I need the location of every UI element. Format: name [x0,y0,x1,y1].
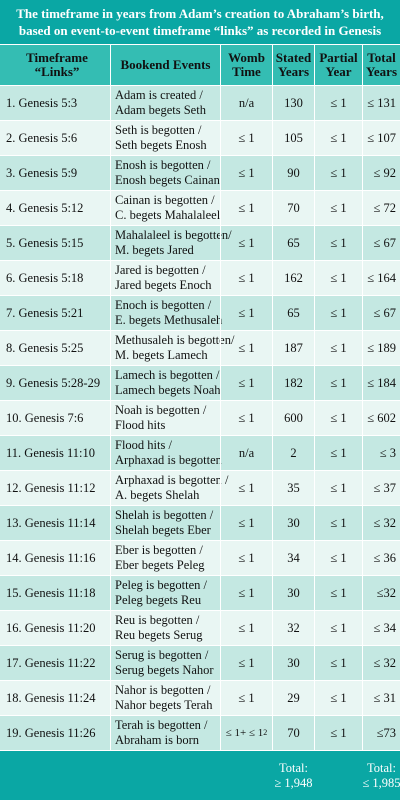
cell-total: ≤ 3 [362,436,400,470]
event-start: Seth is begotten / [115,123,202,137]
event-start: Arphaxad is begotten / [115,473,229,487]
womb-value: ≤ 1 [238,585,255,600]
event-end: Nahor begets Terah [115,698,213,712]
cell-stated: 90 [272,156,314,190]
table-row [0,436,400,471]
cell-stated: 187 [272,331,314,365]
cell-womb [220,156,272,190]
table-row [0,296,400,331]
events-stack [115,88,206,118]
womb-value: ≤ 1 [238,270,255,285]
cell-womb [220,366,272,400]
cell-total: ≤ 602 [362,401,400,435]
cell-partial: ≤ 1 [314,436,362,470]
cell-stated: 600 [272,401,314,435]
cell-womb [220,646,272,680]
cell-womb [220,86,272,120]
cell-total: ≤ 67 [362,296,400,330]
event-end: Abraham is born [115,733,200,747]
event-end: M. begets Jared [115,243,194,257]
event-end: M. begets Lamech [115,348,208,362]
cell-events [110,261,220,295]
cell-events [110,681,220,715]
cell-womb [220,296,272,330]
cell-total: ≤ 164 [362,261,400,295]
cell-partial: ≤ 1 [314,681,362,715]
cell-events [110,611,220,645]
cell-stated: 30 [272,506,314,540]
cell-stated: 30 [272,646,314,680]
cell-link: 9. Genesis 5:28-29 [6,375,101,390]
event-start: Nahor is begotten / [115,683,211,697]
header-womb: Womb Time [220,45,272,85]
event-end: Serug begets Nahor [115,663,214,677]
event-start: Peleg is begotten / [115,578,207,592]
cell-total: ≤ 131 [362,86,400,120]
womb-value: ≤ 1 [238,130,255,145]
cell-events [110,331,235,365]
cell-events [110,226,232,260]
cell-womb [220,506,272,540]
event-start: Noah is begotten / [115,403,207,417]
cell-total: ≤ 34 [362,611,400,645]
womb-value: ≤ 1 [238,305,255,320]
cell-total: ≤ 31 [362,681,400,715]
cell-partial: ≤ 1 [314,716,362,750]
table-row [0,611,400,646]
cell-events [110,471,229,505]
table-row [0,471,400,506]
table-row [0,86,400,121]
cell-link: 10. Genesis 7:6 [6,410,84,425]
cell-link: 6. Genesis 5:18 [6,270,84,285]
events-stack [115,368,221,398]
event-end: Peleg begets Reu [115,593,202,607]
cell-womb [220,331,272,365]
cell-link: 5. Genesis 5:15 [6,235,84,250]
cell-total: ≤ 32 [362,646,400,680]
table-row [0,646,400,681]
cell-partial: ≤ 1 [314,331,362,365]
events-stack [115,123,207,153]
table-row [0,541,400,576]
cell-total: ≤ 67 [362,226,400,260]
cell-total: ≤ 92 [362,156,400,190]
cell-stated: 30 [272,576,314,610]
cell-link: 13. Genesis 11:14 [6,515,96,530]
cell-link: 2. Genesis 5:6 [6,130,78,145]
cell-womb [220,471,272,505]
cell-events [110,506,220,540]
womb-value: ≤ 1 [238,655,255,670]
table-title [0,0,400,45]
womb-value: ≤ 1 [238,620,255,635]
cell-partial: ≤ 1 [314,86,362,120]
cell-events [110,121,220,155]
table-row [0,681,400,716]
table-row [0,121,400,156]
cell-partial: ≤ 1 [314,506,362,540]
cell-womb [220,191,272,225]
cell-total: ≤73 [362,716,400,750]
cell-link: 18. Genesis 11:24 [6,690,96,705]
event-start: Enoch is begotten / [115,298,212,312]
cell-stated: 29 [272,681,314,715]
event-start: Reu is begotten / [115,613,200,627]
cell-partial: ≤ 1 [314,471,362,505]
cell-partial: ≤ 1 [314,401,362,435]
event-start: Eber is begotten / [115,543,203,557]
events-stack [115,578,207,608]
cell-stated: 34 [272,541,314,575]
table-row [0,576,400,611]
cell-events [110,366,220,400]
cell-link: 1. Genesis 5:3 [6,95,78,110]
events-stack [115,543,205,573]
cell-total: ≤ 72 [362,191,400,225]
cell-partial: ≤ 1 [314,156,362,190]
event-start: Jared is begotten / [115,263,206,277]
cell-link: 16. Genesis 11:20 [6,620,96,635]
event-end: E. begets Methusaleh [115,313,223,327]
event-start: Enosh is begotten / [115,158,211,172]
cell-partial: ≤ 1 [314,121,362,155]
events-stack [115,193,220,223]
cell-womb [220,261,272,295]
event-end: Shelah begets Eber [115,523,211,537]
womb-value: ≤ 1 [238,375,255,390]
cell-stated: 162 [272,261,314,295]
cell-stated: 70 [272,716,314,750]
event-start: Methusaleh is begotten/ [115,333,235,347]
cell-events [110,541,220,575]
cell-events [110,296,223,330]
cell-total: ≤ 184 [362,366,400,400]
womb-value: n/a [238,445,255,460]
cell-stated: 105 [272,121,314,155]
table-row [0,156,400,191]
cell-partial: ≤ 1 [314,366,362,400]
events-stack [115,158,220,188]
cell-partial: ≤ 1 [314,576,362,610]
cell-stated: 130 [272,86,314,120]
stated-total-label: Total: [279,760,308,775]
cell-events [110,576,220,610]
grand-total-value: ≤ 1,985 [362,775,401,790]
table-row [0,366,400,401]
cell-stated: 70 [272,191,314,225]
cell-womb [220,401,272,435]
cell-link: 15. Genesis 11:18 [6,585,96,600]
header-events: Bookend Events [110,45,220,85]
cell-partial: ≤ 1 [314,541,362,575]
cell-total: ≤ 189 [362,331,400,365]
womb-value: ≤ 1 [238,165,255,180]
cell-total: ≤ 36 [362,541,400,575]
table-row [0,261,400,296]
cell-womb [220,436,272,470]
grand-total [362,751,400,800]
events-stack [115,438,222,468]
cell-events [110,401,220,435]
event-start: Adam is created / [115,88,203,102]
event-end: C. begets Mahalaleel [115,208,221,222]
womb-value: ≤ 1 [238,200,255,215]
cell-partial: ≤ 1 [314,226,362,260]
cell-events [110,646,220,680]
cell-womb [220,541,272,575]
event-start: Flood hits / [115,438,172,452]
events-stack [115,473,229,503]
cell-stated: 182 [272,366,314,400]
table-row [0,506,400,541]
header-link: Timeframe “Links” [26,50,88,79]
cell-womb [220,226,272,260]
cell-total: ≤ 32 [362,506,400,540]
header-total: Total Years [362,45,400,85]
cell-partial: ≤ 1 [314,296,362,330]
table-row [0,331,400,366]
events-stack [115,228,232,258]
cell-link: 3. Genesis 5:9 [6,165,78,180]
header-partial: Partial Year [314,45,362,85]
event-start: Terah is begotten / [115,718,208,732]
cell-womb [220,681,272,715]
event-end: Arphaxad is begotten [115,453,222,467]
cell-events [110,436,220,470]
womb-value: ≤ 1 [238,550,255,565]
cell-womb [220,121,272,155]
table-footer [0,751,400,800]
event-end: Reu begets Serug [115,628,203,642]
grand-total-label: Total: [367,760,396,775]
womb-value: n/a [238,95,255,110]
events-stack [115,263,212,293]
footer-blank-1 [0,751,110,800]
event-end: Enosh begets Cainan [115,173,220,187]
cell-total: ≤ 107 [362,121,400,155]
event-start: Shelah is begotten / [115,508,214,522]
events-stack [115,298,222,328]
cell-womb: ≤ 1+ ≤ 1 2 [220,716,272,750]
cell-link: 12. Genesis 11:12 [6,480,96,495]
womb-value: ≤ 1 [238,480,255,495]
cell-total: ≤ 37 [362,471,400,505]
event-end: Eber begets Peleg [115,558,205,572]
table-body [0,86,400,751]
event-end: A. begets Shelah [115,488,200,502]
title-line-1: The timeframe in years from Adam’s creation to Abraham’s birth, [16,6,384,21]
event-end: Lamech begets Noah [115,383,221,397]
table-row [0,401,400,436]
table-row [0,716,400,751]
header-stated: Stated Years [272,45,314,85]
stated-total-value: ≥ 1,948 [274,775,313,790]
stated-total [272,751,314,800]
events-stack [115,333,234,363]
footer-blank-4 [314,751,362,800]
cell-link: 19. Genesis 11:26 [6,725,96,740]
events-stack [115,613,202,643]
event-end: Seth begets Enosh [115,138,207,152]
womb-value: ≤ 1 [238,235,255,250]
cell-link: 11. Genesis 11:10 [6,445,95,460]
cell-womb [220,611,272,645]
event-end: Jared begets Enoch [115,278,212,292]
title-line-2: based on event-to-event timeframe “links” as recorded in Genesis [18,23,382,38]
womb-value: ≤ 1 [238,690,255,705]
cell-stated: 2 [272,436,314,470]
womb-value: ≤ 1+ ≤ 1 [225,726,264,739]
cell-stated: 35 [272,471,314,505]
events-stack [115,508,213,538]
table-row [0,191,400,226]
cell-stated: 32 [272,611,314,645]
cell-events [110,191,220,225]
footer-blank-3 [220,751,272,800]
cell-events [110,86,220,120]
events-stack [115,648,214,678]
cell-link: 4. Genesis 5:12 [6,200,84,215]
cell-stated: 65 [272,226,314,260]
cell-total: ≤32 [362,576,400,610]
events-stack [115,403,206,433]
events-stack [115,718,208,748]
table-row [0,226,400,261]
event-end: Flood hits [115,418,166,432]
cell-link: 7. Genesis 5:21 [6,305,84,320]
womb-value: ≤ 1 [238,340,255,355]
cell-partial: ≤ 1 [314,646,362,680]
cell-partial: ≤ 1 [314,611,362,645]
cell-events [110,156,220,190]
womb-value: ≤ 1 [238,515,255,530]
event-start: Cainan is begotten / [115,193,215,207]
event-end: Adam begets Seth [115,103,206,117]
cell-partial: ≤ 1 [314,191,362,225]
cell-events [110,716,220,750]
cell-link: 8. Genesis 5:25 [6,340,84,355]
cell-partial: ≤ 1 [314,261,362,295]
cell-link: 14. Genesis 11:16 [6,550,96,565]
cell-stated: 65 [272,296,314,330]
event-start: Lamech is begotten / [115,368,220,382]
cell-link: 17. Genesis 11:22 [6,655,96,670]
cell-womb [220,576,272,610]
events-stack [115,683,212,713]
womb-value: ≤ 1 [238,410,255,425]
table-header [0,45,400,86]
event-start: Serug is begotten / [115,648,209,662]
event-start: Mahalaleel is begotten/ [115,228,232,242]
footer-blank-2 [110,751,220,800]
